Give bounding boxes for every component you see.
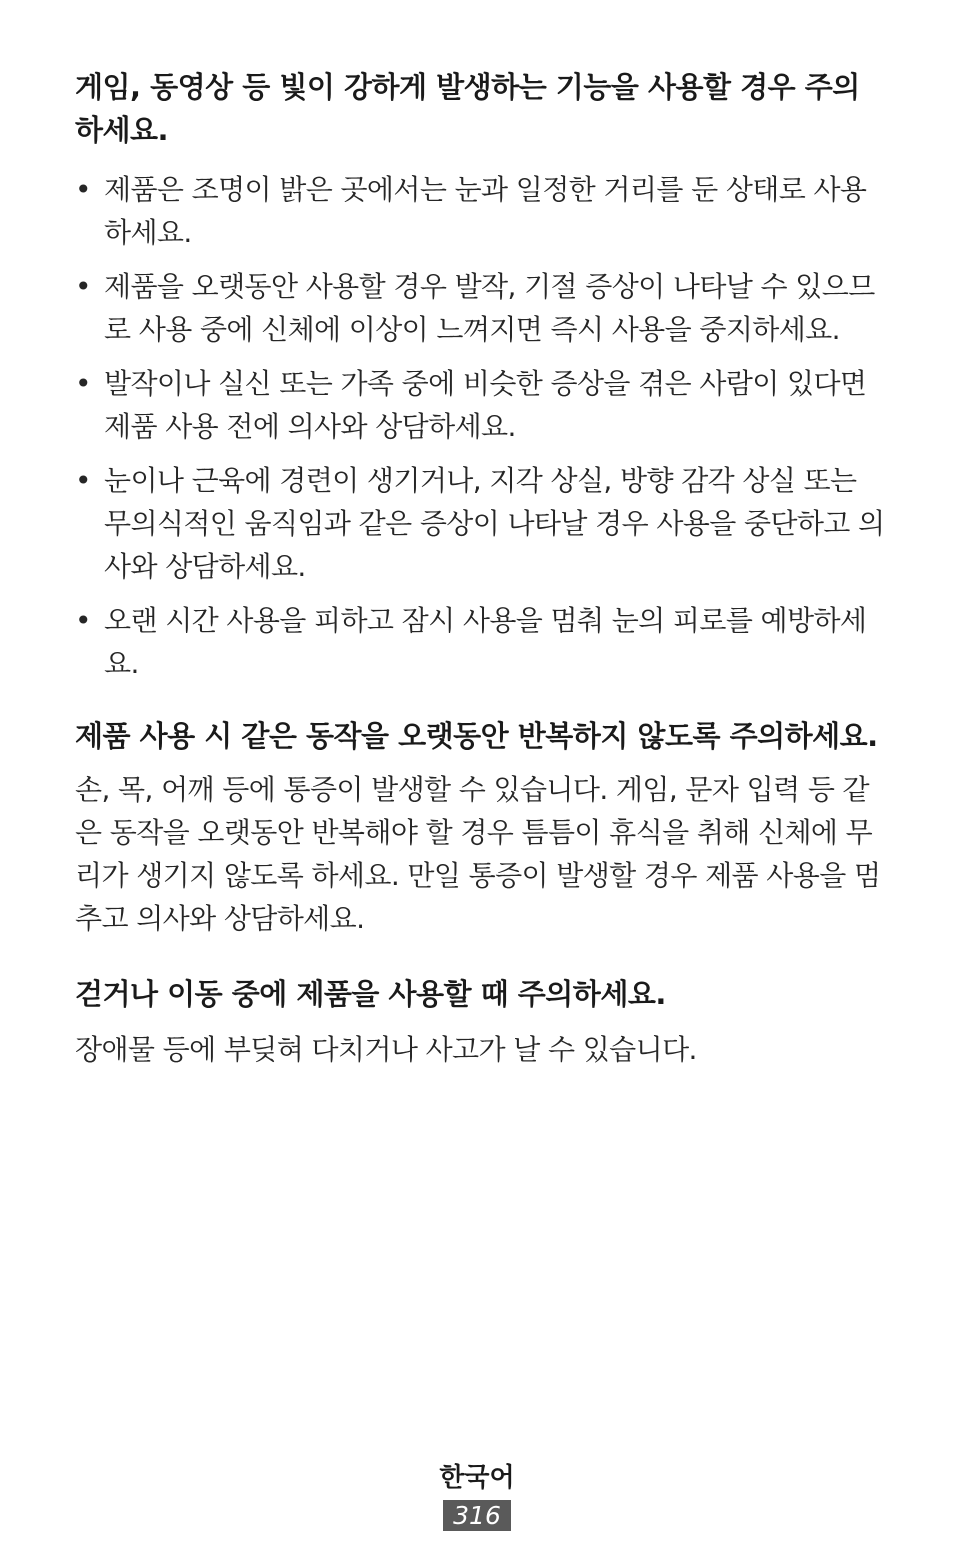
document-content [75, 66, 887, 1071]
section-body-repetitive-motion: 손, 목, 어깨 등에 통증이 발생할 수 있습니다. 게임, 문자 입력 등 같은 동작을 오랫동안 반복해야 할 경우 틈틈이 휴식을 취해 신체에 무리가 생기지 않도록 하세요. 만일 통증이 발생할 경우 제품 사용을 멈추고 의사와 상담하세요. [75, 773, 881, 935]
list-item [75, 168, 887, 254]
list-item-text: 제품은 조명이 밝은 곳에서는 눈과 일정한 거리를 둔 상태로 사용하세요. [104, 173, 867, 249]
bullet-dot: • [75, 604, 91, 637]
footer-language: 한국어 [439, 1463, 515, 1493]
list-item [75, 599, 887, 685]
list-item [75, 459, 887, 588]
bullet-dot: • [75, 270, 91, 303]
page-number: 316 [443, 1500, 511, 1531]
section-body-walking: 장애물 등에 부딪혀 다치거나 사고가 날 수 있습니다. [75, 1033, 697, 1066]
list-item-text: 눈이나 근육에 경련이 생기거나, 지각 상실, 방향 감각 상실 또는 무의식적인 움직임과 같은 증상이 나타날 경우 사용을 중단하고 의사와 상담하세요. [104, 464, 885, 583]
section-heading-repetitive-motion: 제품 사용 시 같은 동작을 오랫동안 반복하지 않도록 주의하세요. [75, 719, 878, 753]
section-heading-walking: 걷거나 이동 중에 제품을 사용할 때 주의하세요. [75, 977, 666, 1011]
list-item-text: 제품을 오랫동안 사용할 경우 발작, 기절 증상이 나타날 수 있으므로 사용 중에 신체에 이상이 느껴지면 즉시 사용을 중지하세요. [104, 270, 875, 346]
list-item-text: 발작이나 실신 또는 가족 중에 비슷한 증상을 겪은 사람이 있다면 제품 사용 전에 의사와 상담하세요. [104, 367, 867, 443]
page-footer [0, 1458, 954, 1531]
list-item [75, 265, 887, 351]
bullet-dot: • [75, 464, 91, 497]
list-item [75, 362, 887, 448]
bullet-list [75, 168, 887, 685]
bullet-dot: • [75, 367, 91, 400]
bullet-dot: • [75, 173, 91, 206]
list-item-text: 오랜 시간 사용을 피하고 잠시 사용을 멈춰 눈의 피로를 예방하세요. [104, 604, 867, 680]
section-heading-light-warning: 게임, 동영상 등 빛이 강하게 발생하는 기능을 사용할 경우 주의하세요. [75, 70, 860, 147]
